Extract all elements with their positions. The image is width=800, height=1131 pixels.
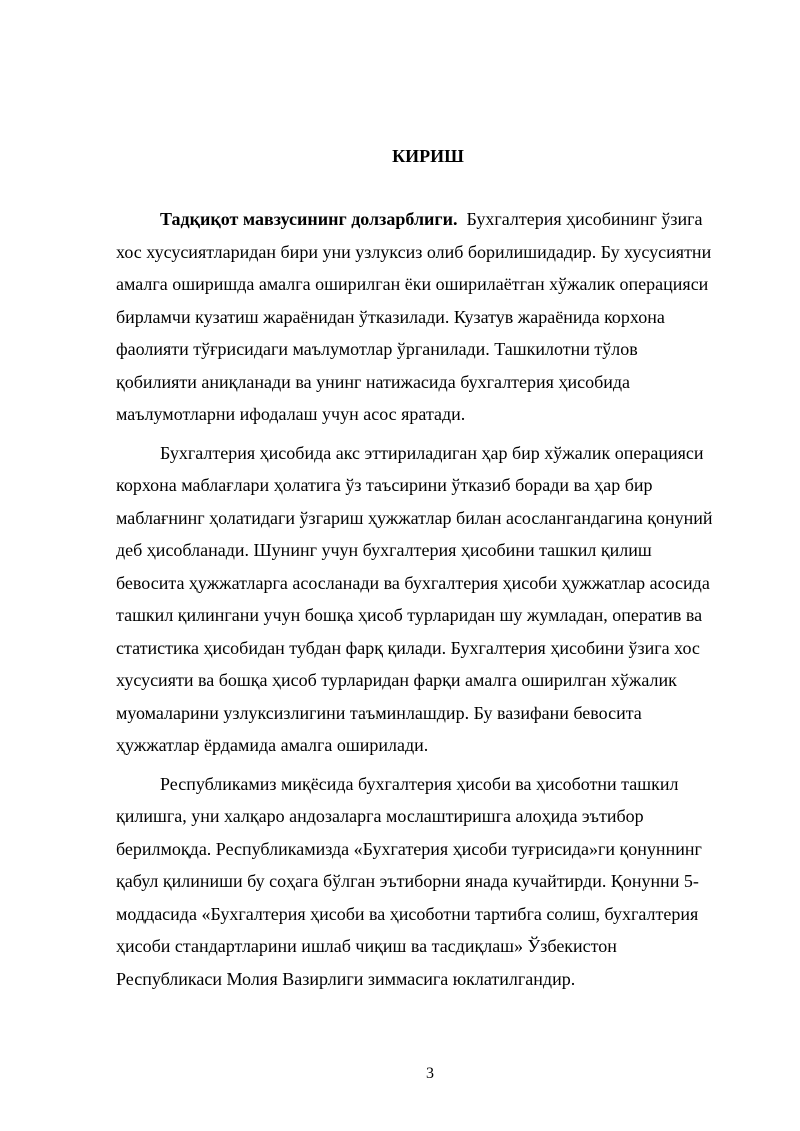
paragraph-line: муомаларини узлуксизлигини таъминлашдир. Бу вазифани бевосита <box>116 702 642 723</box>
paragraph-line <box>116 203 742 236</box>
line-text: Бухгалтерия ҳисобининг ўзига <box>466 209 703 229</box>
paragraph-2 <box>116 437 742 762</box>
paragraph-line: ҳужжатлар ёрдамида амалга оширилади. <box>116 735 429 755</box>
paragraph-line: деб ҳисобланади. Шунинг учун бухгалтерия ҳисобини ташкил қилиш <box>116 540 652 560</box>
paragraph-3 <box>116 768 742 996</box>
paragraph-line: Республикамиз миқёсида бухгалтерия ҳисоби ва ҳисоботни ташкил <box>160 773 679 794</box>
paragraph-line: қабул қилиниши бу соҳага бўлган эътиборни янада кучайтирди. Қонунни 5- <box>116 871 699 891</box>
paragraph-line: қобилияти аниқланади ва унинг натижасида бухгалтерия ҳисобида <box>116 371 631 392</box>
paragraph-line: маълумотларни ифодалаш учун асос яратади. <box>116 404 466 424</box>
paragraph-line: Республикаси Молия Вазирлиги зиммасига юклатилгандир. <box>116 968 576 989</box>
paragraph-line: моддасида «Бухгалтерия ҳисоби ва ҳисоботни тартибга солиш, бухгалтерия <box>116 903 699 924</box>
paragraph-line: ҳисоби стандартларини ишлаб чиқиш ва тасдиқлаш» Ўзбекистон <box>116 936 617 956</box>
paragraph-line: хусусияти ва бошқа ҳисоб турларидан фарқи амалга оширилган хўжалик <box>116 670 677 690</box>
section-heading: КИРИШ <box>392 146 464 166</box>
paragraph-line: Бухгалтерия ҳисобида акс эттириладиган ҳар бир хўжалик операцияси <box>160 442 704 463</box>
paragraph-line: фаолияти тўғрисидаги маълумотлар ўрганилади. Ташкилотни тўлов <box>116 339 638 359</box>
page-number: 3 <box>426 1065 434 1082</box>
paragraph-line: корхона маблағлари ҳолатига ўз таъсирини ўтказиб боради ва ҳар бир <box>116 475 653 495</box>
paragraph-line: бевосита ҳужжатларга асосланади ва бухгалтерия ҳисоби ҳужжатлар асосида <box>116 572 710 593</box>
paragraph-line: бирламчи кузатиш жараёнидан ўтказилади. Кузатув жараёнида корхона <box>116 306 665 327</box>
paragraph-line: маблағнинг ҳолатидаги ўзгариш ҳужжатлар билан асослангандагина қонуний <box>116 507 713 528</box>
paragraph-line: қилишга, уни халқаро андозаларга мослаштиришга алоҳида эътибор <box>116 806 644 826</box>
lead-phrase: Тадқиқот мавзусининг долзарблиги. <box>160 209 458 229</box>
paragraph-1 <box>116 203 742 431</box>
paragraph-line: хос хусусиятларидан бири уни узлуксиз олиб борилишидадир. Бу хусусиятни <box>116 241 712 262</box>
paragraph-line: статистика ҳисобидан тубдан фарқ қилади. Бухгалтерия ҳисобини ўзига хос <box>116 637 700 658</box>
paragraph-line: амалга оширишда амалга оширилган ёки оширилаётган хўжалик операцияси <box>116 274 709 294</box>
document-body <box>116 203 742 995</box>
paragraph-line: берилмоқда. Республикамизда «Бухгатерия ҳисоби туғрисида»ги қонуннинг <box>116 838 702 859</box>
paragraph-line: ташкил қилингани учун бошқа ҳисоб турларидан шу жумладан, оператив ва <box>116 605 703 625</box>
